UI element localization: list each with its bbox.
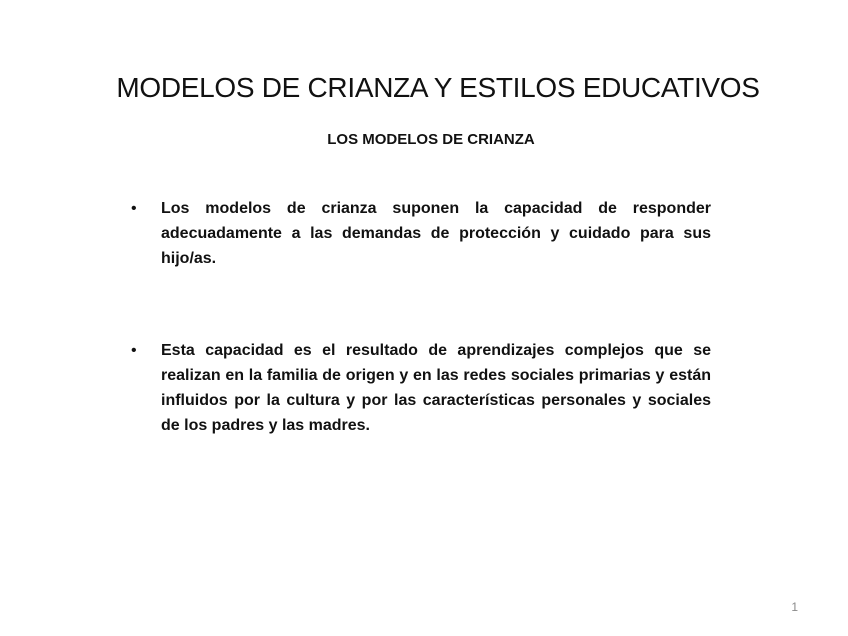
slide-title: MODELOS DE CRIANZA Y ESTILOS EDUCATIVOS xyxy=(116,72,760,103)
page-number: 1 xyxy=(791,600,798,614)
slide-subtitle: LOS MODELOS DE CRIANZA xyxy=(327,131,535,148)
bullet-list xyxy=(127,196,711,438)
bullet-text: Los modelos de crianza suponen la capacidad de responder adecuadamente a las demandas de protección y cuidado para sus hijo/as. xyxy=(161,200,711,267)
bullet-text: Esta capacidad es el resultado de aprendizajes complejos que se realizan en la familia de origen y en las redes sociales primarias y están influidos por la cultura y por las características personales y sociales de los padres y las madres. xyxy=(161,342,711,434)
bullet-item xyxy=(127,338,711,438)
bullet-dot-icon: • xyxy=(131,342,137,359)
bullet-item xyxy=(127,196,711,271)
bullet-dot-icon: • xyxy=(131,200,137,217)
